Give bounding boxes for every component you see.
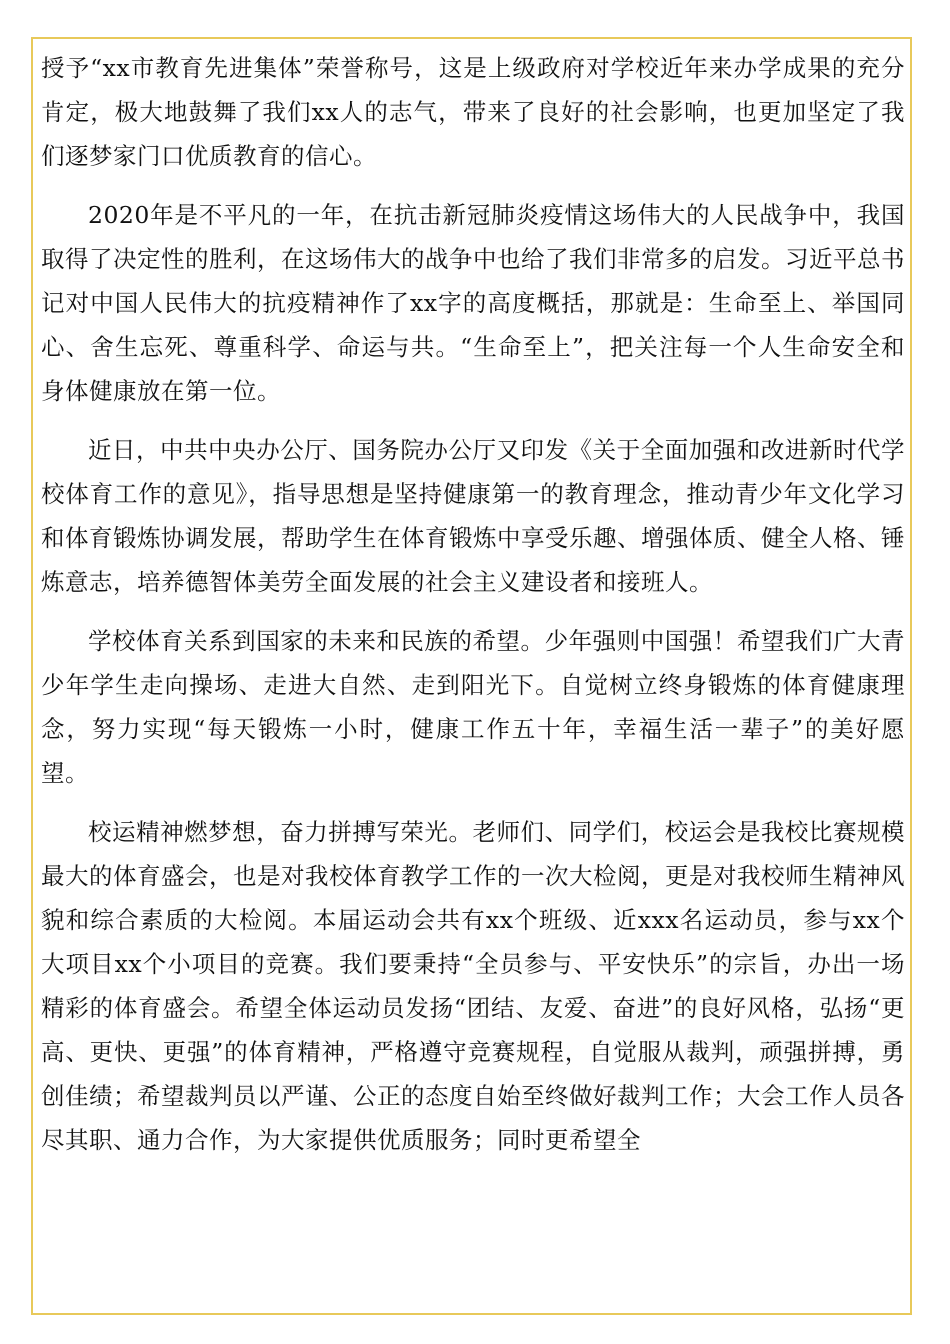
- document-body: [41, 46, 905, 1177]
- paragraph-3: 近日，中共中央办公厅、国务院办公厅又印发《关于全面加强和改进新时代学校体育工作的意见》，指导思想是坚持健康第一的教育理念，推动青少年文化学习和体育锻炼协调发展，帮助学生在体育锻炼中享受乐趣、增强体质、健全人格、锤炼意志，培养德智体美劳全面发展的社会主义建设者和接班人。: [41, 436, 905, 596]
- paragraph-5: 校运精神燃梦想，奋力拼搏写荣光。老师们、同学们，校运会是我校比赛规模最大的体育盛会，也是对我校体育教学工作的一次大检阅，更是对我校师生精神风貌和综合素质的大检阅。本届运动会共有xx个班级、近xxx名运动员，参与xx个大项目xx个小项目的竞赛。我们要秉持“全员参与、平安快乐”的宗旨，办出一场精彩的体育盛会。希望全体运动员发扬“团结、友爱、奋进”的良好风格，弘扬“更高、更快、更强”的体育精神，严格遵守竞赛规程，自觉服从裁判，顽强拼搏，勇创佳绩；希望裁判员以严谨、公正的态度自始至终做好裁判工作；大会工作人员各尽其职、通力合作，为大家提供优质服务；同时更希望全: [41, 818, 905, 1154]
- paragraph-1: 授予“xx市教育先进集体”荣誉称号，这是上级政府对学校近年来办学成果的充分肯定，极大地鼓舞了我们xx人的志气，带来了良好的社会影响，也更加坚定了我们逐梦家门口优质教育的信心。: [41, 54, 905, 170]
- paragraph-4: 学校体育关系到国家的未来和民族的希望。少年强则中国强！希望我们广大青少年学生走向操场、走进大自然、走到阳光下。自觉树立终身锻炼的体育健康理念，努力实现“每天锻炼一小时，健康工作五十年，幸福生活一辈子”的美好愿望。: [41, 627, 905, 787]
- paragraph-2: 2020年是不平凡的一年，在抗击新冠肺炎疫情这场伟大的人民战争中，我国取得了决定性的胜利，在这场伟大的战争中也给了我们非常多的启发。习近平总书记对中国人民伟大的抗疫精神作了xx字的高度概括，那就是：生命至上、举国同心、舍生忘死、尊重科学、命运与共。“生命至上”，把关注每一个人生命安全和身体健康放在第一位。: [41, 201, 905, 405]
